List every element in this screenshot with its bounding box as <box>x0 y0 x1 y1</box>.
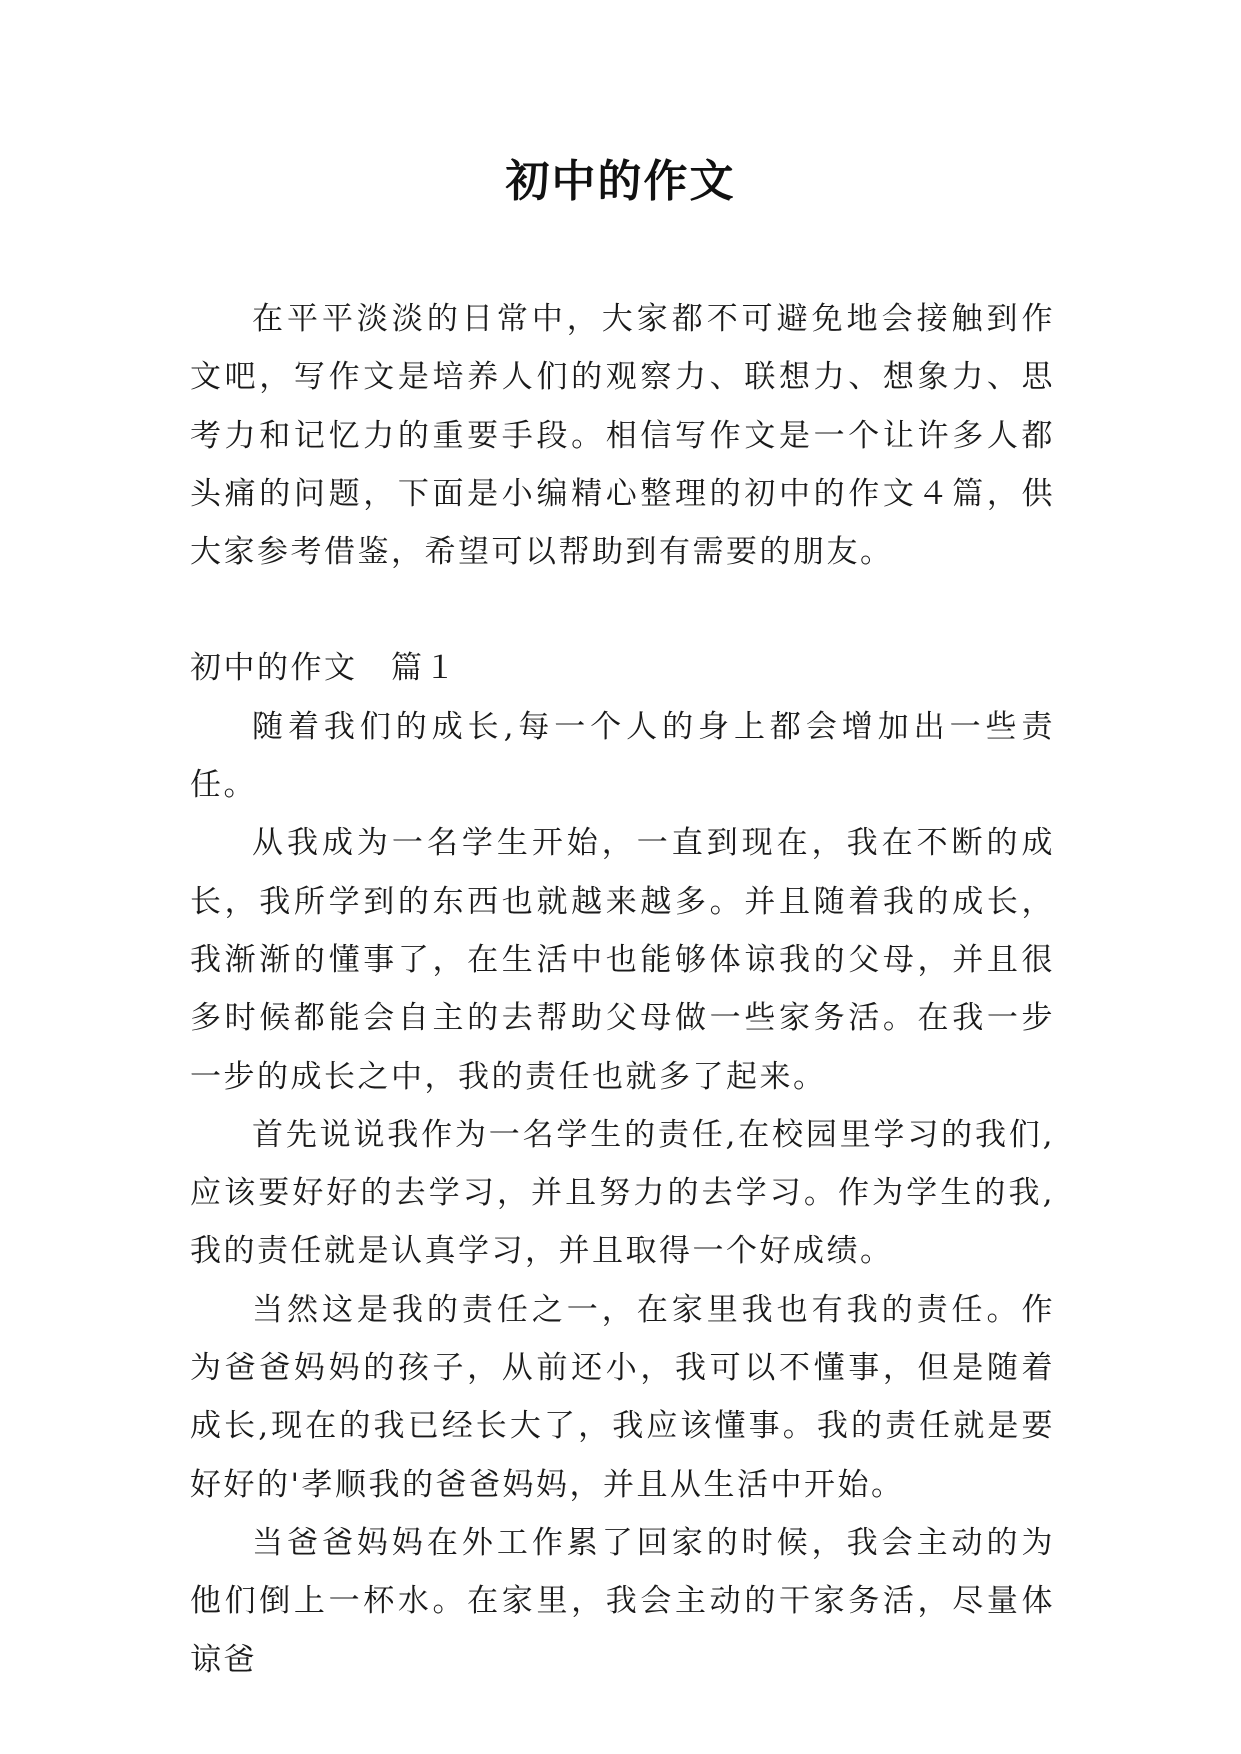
document-body <box>190 290 1055 1689</box>
body-paragraph: 随着我们的成长,每一个人的身上都会增加出一些责任。 <box>190 708 1055 804</box>
body-paragraph: 当爸爸妈妈在外工作累了回家的时候，我会主动的为他们倒上一杯水。在家里，我会主动的干家务活，尽量体谅爸 <box>190 1524 1055 1678</box>
body-paragraph: 当然这是我的责任之一，在家里我也有我的责任。作为爸爸妈妈的孩子，从前还小，我可以不懂事，但是随着成长,现在的我已经长大了，我应该懂事。我的责任就是要好好的'孝顺我的爸爸妈妈，并且从生活中开始。 <box>190 1291 1055 1503</box>
document-title: 初中的作文 <box>505 156 736 207</box>
body-paragraph: 从我成为一名学生开始，一直到现在，我在不断的成长，我所学到的东西也就越来越多。并且随着我的成长，我渐渐的懂事了，在生活中也能够体谅我的父母，并且很多时候都能会自主的去帮助父母做一些家务活。在我一步一步的成长之中，我的责任也就多了起来。 <box>190 825 1055 1095</box>
section-heading: 初中的作文 篇１ <box>190 650 458 687</box>
intro-paragraph: 在平平淡淡的日常中，大家都不可避免地会接触到作文吧，写作文是培养人们的观察力、联想力、想象力、思考力和记忆力的重要手段。相信写作文是一个让许多人都头痛的问题，下面是小编精心整理的初中的作文４篇，供大家参考借鉴，希望可以帮助到有需要的朋友。 <box>190 301 1055 571</box>
body-paragraph: 首先说说我作为一名学生的责任,在校园里学习的我们,应该要好好的去学习，并且努力的去学习。作为学生的我,我的责任就是认真学习，并且取得一个好成绩。 <box>190 1116 1055 1270</box>
